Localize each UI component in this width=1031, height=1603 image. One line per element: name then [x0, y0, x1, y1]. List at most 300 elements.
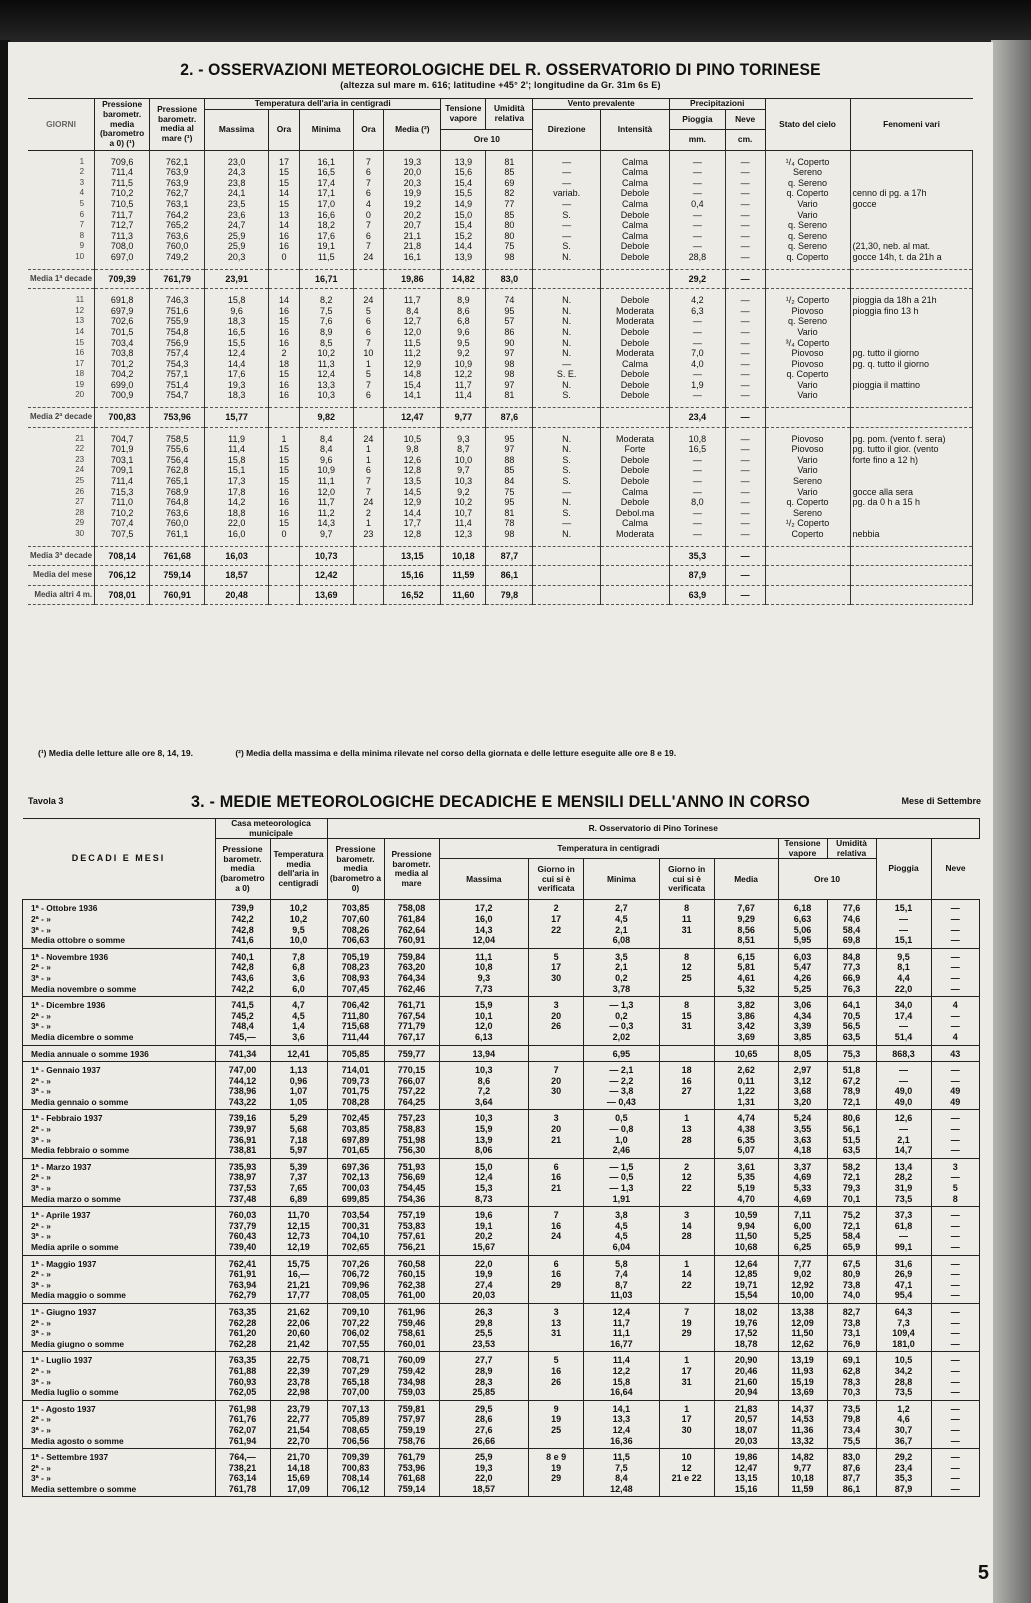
- cell: 19,3: [439, 1463, 529, 1474]
- cell: 9,5: [441, 338, 486, 349]
- cell: 709,39: [95, 269, 150, 289]
- decade-row: [23, 1414, 980, 1425]
- table3-body: [23, 900, 980, 1497]
- cell: 703,8: [95, 348, 150, 359]
- cell: 739,9: [215, 900, 270, 914]
- cell: [529, 1290, 584, 1303]
- cell: 28: [659, 1231, 714, 1242]
- cell: 6,89: [270, 1194, 327, 1207]
- cell: 95: [486, 427, 533, 444]
- cell: 1,0: [584, 1135, 660, 1146]
- cell: 69: [486, 178, 533, 189]
- scan-top-shadow: [0, 0, 1031, 48]
- cell: —: [669, 518, 725, 529]
- cell: [659, 935, 714, 948]
- cell: 5,29: [270, 1110, 327, 1124]
- cell: —: [725, 497, 765, 508]
- cell: 16,1: [299, 150, 353, 167]
- cell: 12,64: [714, 1255, 778, 1269]
- cell: 11,3: [299, 359, 353, 370]
- cell: [850, 465, 973, 476]
- cell: 760,43: [215, 1231, 270, 1242]
- cell: [659, 1242, 714, 1255]
- row-label: 4: [28, 188, 95, 199]
- cell: nebbia: [850, 529, 973, 546]
- cell: 9,8: [384, 444, 441, 455]
- cell: Moderata: [600, 306, 669, 317]
- cell: 11: [659, 914, 714, 925]
- row-label: 1ª - Luglio 1937: [23, 1352, 216, 1366]
- cell: 87,6: [827, 1463, 876, 1474]
- cell: [850, 210, 973, 221]
- decade-row: [23, 1280, 980, 1291]
- cell: 765,1: [150, 476, 205, 487]
- cell: [529, 1484, 584, 1497]
- cell: 708,14: [95, 546, 150, 566]
- cell: 701,9: [95, 444, 150, 455]
- row-label: 24: [28, 465, 95, 476]
- cell: 74: [486, 289, 533, 306]
- row-label: 3ª - »: [23, 1021, 216, 1032]
- cell: 17,6: [205, 369, 269, 380]
- cell: Piovoso: [765, 444, 850, 455]
- cell: 6,0: [270, 984, 327, 997]
- cell: —: [533, 178, 601, 189]
- cell: 8,51: [714, 935, 778, 948]
- cell: 22,75: [270, 1352, 327, 1366]
- cell: 760,09: [384, 1352, 439, 1366]
- cell: —: [931, 1436, 980, 1449]
- row-label: Media 2ª decade: [28, 408, 95, 428]
- cell: 10: [353, 348, 384, 359]
- cell: ¹/₂ Coperto: [765, 289, 850, 306]
- cell: N.: [533, 327, 601, 338]
- cell: [353, 566, 384, 586]
- summary-row: [28, 269, 973, 289]
- header-press-baro: Pressione barometr. media (barometro a 0) (¹): [95, 99, 150, 151]
- cell: Piovoso: [765, 427, 850, 444]
- cell: 24: [353, 427, 384, 444]
- cell: 20,3: [205, 252, 269, 269]
- cell: 10,5: [384, 427, 441, 444]
- cell: 7,67: [714, 900, 778, 914]
- cell: 9,6: [441, 327, 486, 338]
- cell: 6: [353, 167, 384, 178]
- cell: 7: [353, 380, 384, 391]
- cell: 715,68: [327, 1021, 384, 1032]
- cell: 77,3: [827, 962, 876, 973]
- cell: —: [876, 1076, 931, 1087]
- cell: 29: [529, 1473, 584, 1484]
- cell: — 1,3: [584, 997, 660, 1011]
- cell: 11,50: [778, 1328, 827, 1339]
- cell: 67,2: [827, 1076, 876, 1087]
- cell: 12,2: [584, 1366, 660, 1377]
- cell: 19,1: [299, 241, 353, 252]
- cell: —: [931, 1366, 980, 1377]
- cell: q. Coperto: [765, 188, 850, 199]
- cell: 13,3: [584, 1414, 660, 1425]
- cell: 79,8: [486, 585, 533, 605]
- cell: 13,19: [778, 1352, 827, 1366]
- cell: 11,1: [584, 1328, 660, 1339]
- cell: 19,3: [384, 150, 441, 167]
- cell: 10,65: [714, 1045, 778, 1062]
- cell: 20,94: [714, 1387, 778, 1400]
- cell: 1: [353, 455, 384, 466]
- cell: 756,69: [384, 1172, 439, 1183]
- cell: 15: [269, 178, 300, 189]
- cell: 3,86: [714, 1011, 778, 1022]
- row-label: 3ª - »: [23, 925, 216, 936]
- cell: 7: [353, 220, 384, 231]
- cell: 3,39: [778, 1021, 827, 1032]
- cell: 19,6: [439, 1207, 529, 1221]
- decade-row: [23, 1124, 980, 1135]
- cell: 4,74: [714, 1110, 778, 1124]
- cell: N.: [533, 427, 601, 444]
- cell: 10,00: [778, 1290, 827, 1303]
- cell: 15,19: [778, 1377, 827, 1388]
- cell: 24,3: [205, 167, 269, 178]
- cell: 12,48: [584, 1484, 660, 1497]
- cell: 87,9: [669, 566, 725, 586]
- cell: [850, 178, 973, 189]
- decade-row: [23, 1076, 980, 1087]
- cell: 9: [529, 1400, 584, 1414]
- cell: —: [669, 188, 725, 199]
- cell: 12: [659, 1172, 714, 1183]
- cell: —: [533, 199, 601, 210]
- cell: 18,78: [714, 1339, 778, 1352]
- cell: 20,03: [714, 1436, 778, 1449]
- cell: 14: [659, 1221, 714, 1232]
- cell: 84: [486, 476, 533, 487]
- cell: q. Coperto: [765, 369, 850, 380]
- cell: Moderata: [600, 316, 669, 327]
- cell: 47,1: [876, 1280, 931, 1291]
- cell: 1,31: [714, 1097, 778, 1110]
- cell: 701,2: [95, 359, 150, 370]
- cell: 11,50: [714, 1231, 778, 1242]
- cell: 11,4: [441, 518, 486, 529]
- cell: 86: [486, 327, 533, 338]
- cell: 3,85: [778, 1032, 827, 1045]
- cell: —: [533, 220, 601, 231]
- cell: 9,02: [778, 1269, 827, 1280]
- cell: 16,52: [384, 585, 441, 605]
- cell: [659, 1339, 714, 1352]
- cell: 702,13: [327, 1172, 384, 1183]
- row-label: 3ª - »: [23, 973, 216, 984]
- cell: 14,1: [584, 1400, 660, 1414]
- cell: 14,3: [299, 518, 353, 529]
- row-label: 9: [28, 241, 95, 252]
- decade-row: [23, 1473, 980, 1484]
- cell: 24: [529, 1231, 584, 1242]
- cell: 9,5: [270, 925, 327, 936]
- cell: 708,05: [327, 1290, 384, 1303]
- month-summary-row: [23, 1032, 980, 1045]
- cell: 765,2: [150, 220, 205, 231]
- cell: 20,7: [384, 220, 441, 231]
- cell: —: [725, 210, 765, 221]
- cell: 706,42: [327, 997, 384, 1011]
- cell: 3,12: [778, 1076, 827, 1087]
- cell: 7,65: [270, 1183, 327, 1194]
- cell: 17,77: [270, 1290, 327, 1303]
- cell: 22,0: [876, 984, 931, 997]
- cell: —: [669, 529, 725, 546]
- cell: 23: [353, 529, 384, 546]
- cell: 15: [269, 199, 300, 210]
- cell: 8,56: [714, 925, 778, 936]
- cell: [659, 1097, 714, 1110]
- row-label: 17: [28, 359, 95, 370]
- row-label: 20: [28, 390, 95, 407]
- cell: 7,8: [270, 948, 327, 962]
- cell: 11,5: [384, 338, 441, 349]
- cell: 763,35: [215, 1352, 270, 1366]
- cell: 711,4: [95, 476, 150, 487]
- cell: 755,6: [150, 444, 205, 455]
- header-neve: Neve: [725, 109, 765, 130]
- row-label: 3ª - »: [23, 1086, 216, 1097]
- header-direzione: Direzione: [533, 109, 601, 150]
- header-giorno-min: Giorno in cui si è verificata: [659, 859, 714, 900]
- cell: 737,48: [215, 1194, 270, 1207]
- cell: 17,09: [270, 1484, 327, 1497]
- cell: 10,18: [778, 1473, 827, 1484]
- cell: 23,0: [205, 150, 269, 167]
- day-row: [28, 167, 973, 178]
- cell: Calma: [600, 231, 669, 242]
- cell: 760,03: [215, 1207, 270, 1221]
- header-giorno-max: Giorno in cui si è verificata: [529, 859, 584, 900]
- cell: 3: [529, 997, 584, 1011]
- header-decadi: DECADI E MESI: [23, 819, 216, 900]
- cell: —: [533, 518, 601, 529]
- decade-row: [23, 1366, 980, 1377]
- cell: Debole: [600, 289, 669, 306]
- cell: 28,3: [439, 1377, 529, 1388]
- cell: 9,2: [441, 348, 486, 359]
- cell: 2: [659, 1158, 714, 1172]
- cell: 757,23: [384, 1110, 439, 1124]
- day-row: [28, 487, 973, 498]
- cell: 22,0: [205, 518, 269, 529]
- cell: 765,18: [327, 1377, 384, 1388]
- cell: Vario: [765, 455, 850, 466]
- cell: 8,5: [299, 338, 353, 349]
- table2-observations: [28, 98, 973, 605]
- cell: 4,5: [584, 1221, 660, 1232]
- decade-row: [23, 1221, 980, 1232]
- header-vento-group: Vento prevalente: [533, 99, 670, 110]
- cell: 97: [486, 380, 533, 391]
- cell: (21,30, neb. al mat.: [850, 241, 973, 252]
- cell: 5,32: [714, 984, 778, 997]
- header-ora2: Ora: [353, 109, 384, 150]
- cell: [529, 1097, 584, 1110]
- cell: —: [931, 948, 980, 962]
- cell: 19,2: [384, 199, 441, 210]
- cell: 13,15: [384, 546, 441, 566]
- cell: 20,48: [205, 585, 269, 605]
- cell: 705,85: [327, 1045, 384, 1062]
- cell: 58,2: [827, 1158, 876, 1172]
- cell: pioggia da 18h a 21h: [850, 289, 973, 306]
- cell: 22,77: [270, 1414, 327, 1425]
- cell: 24: [353, 289, 384, 306]
- cell: 21,1: [384, 231, 441, 242]
- cell: 12: [659, 1463, 714, 1474]
- cell: 70,3: [827, 1387, 876, 1400]
- cell: —: [931, 1463, 980, 1474]
- cell: —: [669, 369, 725, 380]
- row-label: 10: [28, 252, 95, 269]
- day-row: [28, 529, 973, 546]
- cell: 697,9: [95, 306, 150, 317]
- cell: 1: [353, 518, 384, 529]
- cell: 699,85: [327, 1194, 384, 1207]
- header-media: Media (²): [384, 109, 441, 150]
- cell: [659, 1145, 714, 1158]
- cell: [765, 408, 850, 428]
- cell: 15: [269, 444, 300, 455]
- cell: 709,39: [327, 1449, 384, 1463]
- cell: —: [931, 1339, 980, 1352]
- cell: Vario: [765, 390, 850, 407]
- cell: 759,14: [384, 1484, 439, 1497]
- cell: 714,01: [327, 1062, 384, 1076]
- cell: 701,75: [327, 1086, 384, 1097]
- decade-row: [23, 1021, 980, 1032]
- cell: 21: [529, 1183, 584, 1194]
- cell: 14: [269, 188, 300, 199]
- cell: 75: [486, 487, 533, 498]
- cell: 87,7: [827, 1473, 876, 1484]
- cell: 22: [659, 1280, 714, 1291]
- cell: —: [725, 220, 765, 231]
- cell: 14,7: [876, 1145, 931, 1158]
- cell: 4: [931, 997, 980, 1011]
- cell: 76,9: [827, 1339, 876, 1352]
- cell: 10,2: [270, 900, 327, 914]
- row-label: 3ª - »: [23, 1377, 216, 1388]
- cell: 868,3: [876, 1045, 931, 1062]
- cell: 12,4: [439, 1172, 529, 1183]
- cell: Calma: [600, 359, 669, 370]
- cell: 700,83: [95, 408, 150, 428]
- page-number: 5: [977, 1562, 989, 1584]
- cell: —: [725, 465, 765, 476]
- cell: 702,65: [327, 1242, 384, 1255]
- header-ore10: Ore 10: [441, 130, 533, 151]
- row-label: 18: [28, 369, 95, 380]
- cell: 706,72: [327, 1269, 384, 1280]
- cell: 7: [353, 150, 384, 167]
- cell: 7,73: [439, 984, 529, 997]
- cell: 11,7: [441, 380, 486, 391]
- cell: Vario: [765, 487, 850, 498]
- cell: 12,41: [270, 1045, 327, 1062]
- summary-row: [28, 546, 973, 566]
- cell: q. Coperto: [765, 497, 850, 508]
- cell: 703,85: [327, 1124, 384, 1135]
- cell: Debole: [600, 338, 669, 349]
- cell: 14,4: [441, 241, 486, 252]
- cell: 75,2: [827, 1207, 876, 1221]
- cell: 16: [269, 231, 300, 242]
- cell: —: [725, 188, 765, 199]
- cell: 709,6: [95, 150, 150, 167]
- cell: 3,42: [714, 1021, 778, 1032]
- cell: 8,9: [441, 289, 486, 306]
- cell: — 1,5: [584, 1158, 660, 1172]
- cell: —: [931, 1328, 980, 1339]
- cell: 5,97: [270, 1145, 327, 1158]
- row-label: 22: [28, 444, 95, 455]
- cell: [850, 566, 973, 586]
- cell: 758,08: [384, 900, 439, 914]
- cell: 13,69: [299, 585, 353, 605]
- table2-body: [28, 150, 973, 605]
- cell: 712,7: [95, 220, 150, 231]
- cell: 0,2: [584, 973, 660, 984]
- header-umidita3: Umidità relativa: [827, 839, 876, 859]
- cell: 1: [659, 1352, 714, 1366]
- cell: [529, 1045, 584, 1062]
- cell: 759,14: [150, 566, 205, 586]
- cell: 11,36: [778, 1425, 827, 1436]
- cell: Coperto: [765, 529, 850, 546]
- decade-row: [23, 962, 980, 973]
- footnote-1: (¹) Media delle letture alle ore 8, 14, 19.: [38, 748, 193, 758]
- cell: 5,39: [270, 1158, 327, 1172]
- cell: Debole: [600, 252, 669, 269]
- cell: —: [931, 1110, 980, 1124]
- cell: 701,65: [327, 1145, 384, 1158]
- cell: —: [669, 231, 725, 242]
- cell: 700,31: [327, 1221, 384, 1232]
- row-label: 7: [28, 220, 95, 231]
- cell: q. Sereno: [765, 178, 850, 189]
- cell: —: [725, 338, 765, 349]
- cell: 16: [529, 1221, 584, 1232]
- cell: 7,5: [299, 306, 353, 317]
- cell: 23,79: [270, 1400, 327, 1414]
- cell: 12,0: [299, 487, 353, 498]
- cell: 65,9: [827, 1242, 876, 1255]
- cell: 10,3: [299, 390, 353, 407]
- row-label: 3ª - »: [23, 1425, 216, 1436]
- cell: 16: [269, 390, 300, 407]
- cell: 4,4: [876, 973, 931, 984]
- cell: 705,19: [327, 948, 384, 962]
- cell: 11,60: [441, 585, 486, 605]
- cell: 757,97: [384, 1414, 439, 1425]
- cell: 11,7: [584, 1318, 660, 1329]
- cell: 10,9: [299, 465, 353, 476]
- cell: q. Coperto: [765, 252, 850, 269]
- cell: 0,11: [714, 1076, 778, 1087]
- cell: 766,07: [384, 1076, 439, 1087]
- cell: 13,94: [439, 1045, 529, 1062]
- cell: 83,0: [486, 269, 533, 289]
- cell: 88: [486, 455, 533, 466]
- cell: 98: [486, 369, 533, 380]
